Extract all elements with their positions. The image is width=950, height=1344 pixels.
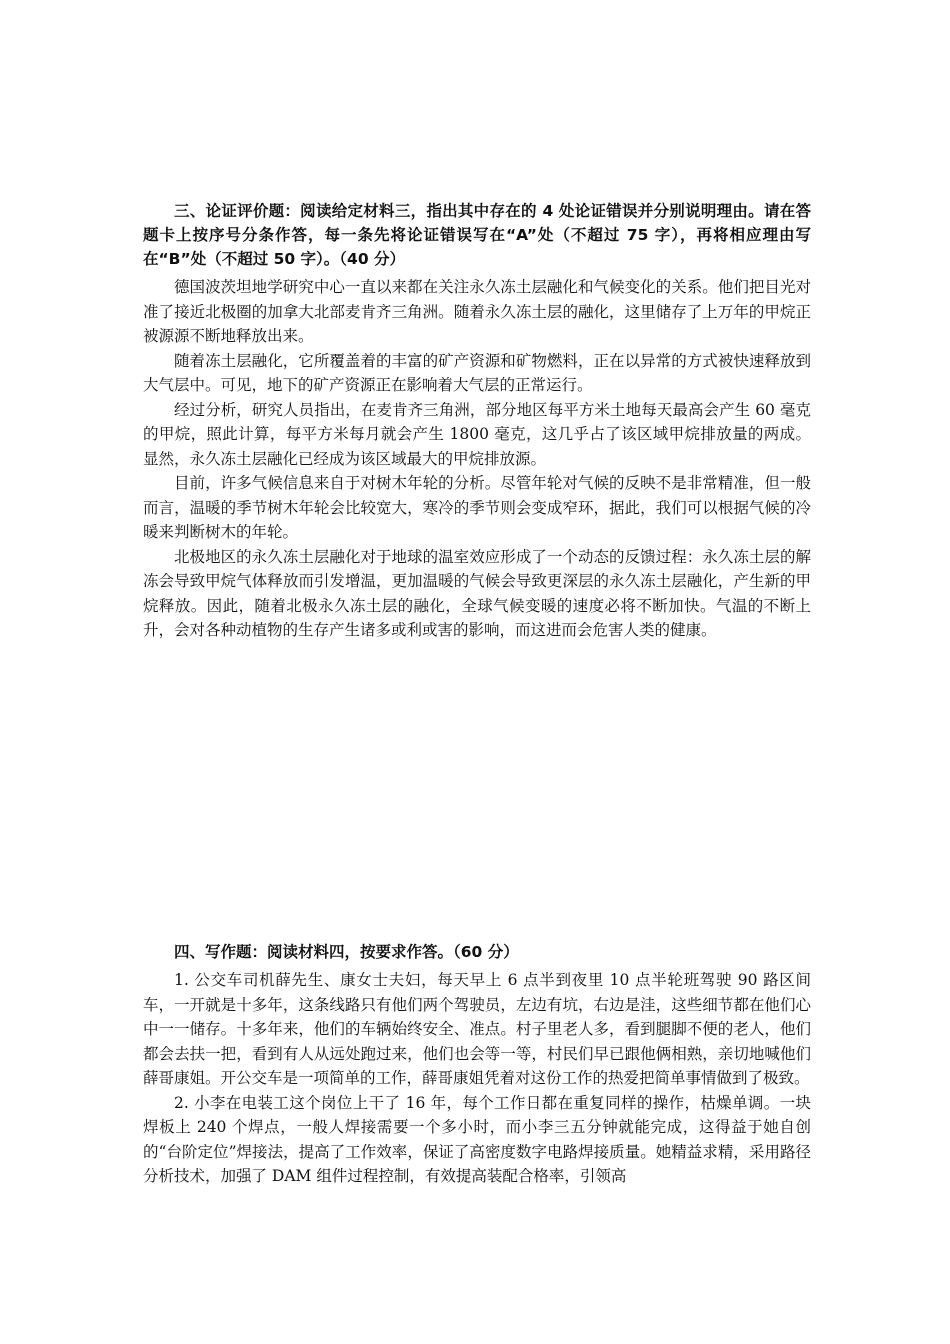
section-3-paragraph: 北极地区的永久冻土层融化对于地球的温室效应形成了一个动态的反馈过程：永久冻土层的解冻会导致甲烷气体释放而引发增温，更加温暖的气候会导致更深层的永久冻土层融化，产生新的甲烷释放。因此，随着北极永久冻土层的融化，全球气候变暖的速度必将不断加快。气温的不断上升，会对各种动植物的生存产生诸多或利或害的影响，而这进而会危害人类的健康。 [143, 547, 811, 639]
section-4-paragraph: 1. 公交车司机薛先生、康女士夫妇，每天早上 6 点半到夜里 10 点半轮班驾驶 90 路区间车，一开就是十多年，这条线路只有他们两个驾驶员，左边有坑，右边是洼，这些细节都在他们心中一一储存。十多年来，他们的车辆始终安全、准点。村子里老人多，看到腿脚不便的老人，他们都会去扶一把，看到有人从远处跑过来，他们也会等一等，村民们早已跟他俩相熟，亲切地喊他们薛哥康姐。开公交车是一项简单的工作，薛哥康姐凭着对这份工作的热爱把简单事情做到了极致。 [143, 971, 811, 1087]
section-4-paragraph: 2. 小李在电装工这个岗位上干了 16 年，每个工作日都在重复同样的操作，枯燥单调。一块焊板上 240 个焊点，一般人焊接需要一个多小时，而小李三五分钟就能完成，这得益于她自创的“台阶定位”焊接法，提高了工作效率，保证了高密度数字电路焊接质量。她精益求精，采用路径分析技术，加强了 DAM 组件过程控制，有效提高装配合格率，引领高 [143, 1093, 811, 1185]
section-3-paragraph: 随着冻土层融化，它所覆盖着的丰富的矿产资源和矿物燃料，正在以异常的方式被快速释放到大气层中。可见，地下的矿产资源正在影响着大气层的正常运行。 [143, 351, 811, 394]
section-3-paragraph: 经过分析，研究人员指出，在麦肯齐三角洲，部分地区每平方米土地每天最高会产生 60 毫克的甲烷，照此计算，每平方米每月就会产生 1800 毫克，这几乎占了该区域甲烷排放量的两成。显然，永久冻土层融化已经成为该区域最大的甲烷排放源。 [143, 400, 811, 468]
section-writing [143, 940, 811, 1189]
section-4-heading: 四、写作题：阅读材料四，按要求作答。（60 分） [174, 943, 519, 961]
section-3-paragraph: 目前，许多气候信息来自于对树木年轮的分析。尽管年轮对气候的反映不是非常精准，但一般而言，温暖的季节树木年轮会比较宽大，寒冷的季节则会变成窄环，据此，我们可以根据气候的冷暖来判断树木的年轮。 [143, 474, 811, 541]
section-argument-evaluation [143, 199, 811, 643]
section-3-heading: 三、论证评价题：阅读给定材料三，指出其中存在的 4 处论证错误并分别说明理由。请在答题卡上按序号分条作答，每一条先将论证错误写在“A”处（不超过 75 字），再将相应理由写在“B”处（不超过 50 字）。（40 分） [143, 202, 811, 268]
section-3-paragraph: 德国波茨坦地学研究中心一直以来都在关注永久冻土层融化和气候变化的关系。他们把目光对准了接近北极圈的加拿大北部麦肯齐三角洲。随着永久冻土层的融化，这里储存了上万年的甲烷正被源源不断地释放出来。 [143, 278, 811, 345]
